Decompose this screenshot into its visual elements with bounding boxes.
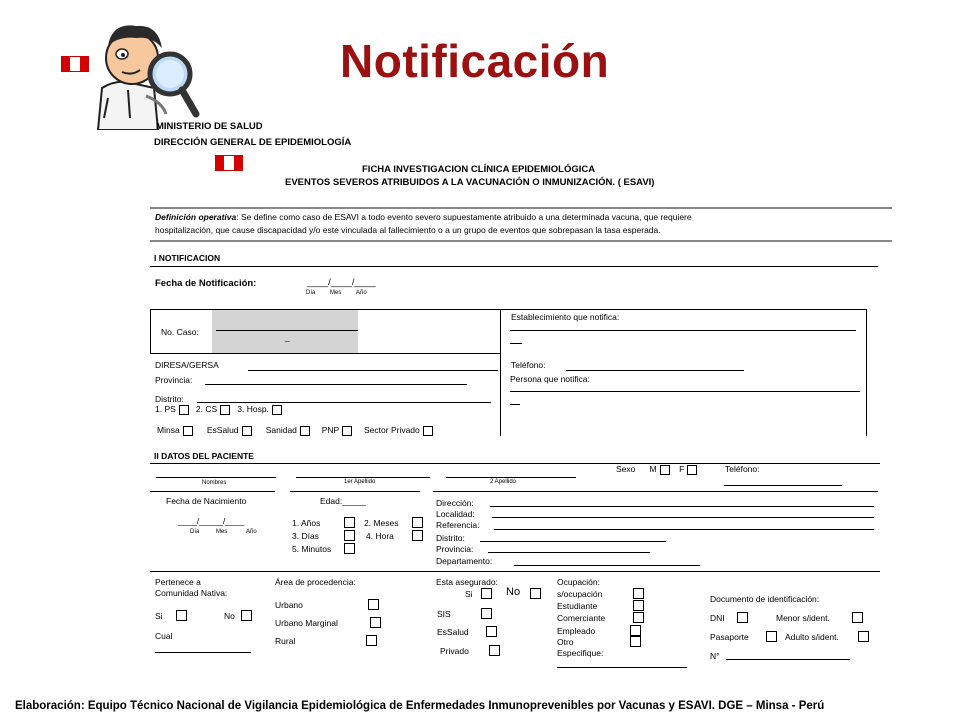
doc-menor-label: Menor s/ident.: [776, 613, 830, 623]
footer-credit: Elaboración: Equipo Técnico Nacional de Vigilancia Epidemiológica de Enfermedades Inmunoprevenibles por Vacunas y ESAVI. DGE – Minsa - Perú: [15, 700, 825, 712]
ocupacion-otro-label: Otro: [557, 637, 574, 647]
checkbox-pasaporte[interactable]: [766, 631, 777, 642]
checkbox-essalud[interactable]: [242, 426, 252, 436]
checkbox-sin-ocupacion[interactable]: [633, 588, 644, 599]
option-sector-privado: Sector Privado: [364, 425, 420, 435]
checkbox-sanidad[interactable]: [300, 426, 310, 436]
asegurado-label: Esta asegurado:: [436, 577, 498, 587]
establecimiento-label: Establecimiento que notifica:: [511, 312, 620, 322]
checkbox-comerciante[interactable]: [633, 612, 644, 623]
persona-notifica-label: Persona que notifica:: [510, 374, 590, 384]
option-minsa: Minsa: [157, 425, 180, 435]
checkbox-asegurado-si[interactable]: [481, 588, 492, 599]
checkbox-asegurado-no[interactable]: [530, 588, 541, 599]
option-essalud: EsSalud: [206, 425, 239, 435]
sexo-m-label: M: [649, 464, 657, 474]
seguro-sis-label: SIS: [437, 609, 451, 619]
caso-dash: _: [285, 332, 290, 342]
ocupacion-comerciante-label: Comerciante: [557, 613, 606, 623]
option-pnp: PNP: [321, 425, 340, 435]
checkbox-seguro-essalud[interactable]: [486, 626, 497, 637]
checkbox-minutos[interactable]: [344, 543, 355, 554]
checkbox-estudiante[interactable]: [633, 600, 644, 611]
checkbox-comunidad-si[interactable]: [176, 610, 187, 621]
form-title-2: EVENTOS SEVEROS ATRIBUIDOS A LA VACUNACIÓN O INMUNIZACIÓN. ( ESAVI): [285, 177, 655, 188]
fecha-notificacion-label: Fecha de Notificación:: [155, 278, 257, 289]
checkbox-dni[interactable]: [737, 612, 748, 623]
no-caso-label: No. Caso:: [161, 327, 199, 337]
area-rural-label: Rural: [275, 636, 296, 646]
option-cs: 2. CS: [195, 404, 218, 414]
doc-dni-label: DNI: [710, 613, 725, 623]
distrito-paciente-label: Distrito:: [436, 533, 465, 543]
ocupacion-especifique-label: Especifique:: [557, 648, 604, 658]
sexo-f-label: F: [679, 464, 685, 474]
doc-numero-label: N°: [710, 651, 720, 661]
section-notificacion-heading: I NOTIFICACION: [154, 253, 221, 263]
checkbox-hosp[interactable]: [272, 405, 282, 415]
option-sanidad: Sanidad: [265, 425, 297, 435]
checkbox-minsa[interactable]: [183, 426, 193, 436]
checkbox-adulto-sin-ident[interactable]: [858, 631, 869, 642]
area-urbano-marginal-label: Urbano Marginal: [275, 618, 338, 628]
comunidad-label-1: Pertenece a: [155, 577, 201, 587]
comunidad-si-label: Si: [155, 611, 163, 621]
doc-pasaporte-label: Pasaporte: [710, 632, 749, 642]
fecha-nacimiento-label: Fecha de Nacimiento: [166, 496, 247, 506]
checkbox-dias[interactable]: [344, 530, 355, 541]
sexo-group: [616, 464, 697, 475]
checkbox-cs[interactable]: [220, 405, 230, 415]
mes-label: Mes: [330, 290, 342, 296]
checkbox-pnp[interactable]: [342, 426, 352, 436]
edad-anios-label: 1. Años: [292, 518, 321, 528]
checkbox-sis[interactable]: [481, 608, 492, 619]
facility-types: [155, 404, 282, 415]
sector-options: [157, 425, 433, 436]
definition-line-2: hospitalización, que cause discapacidad y/o este vinculada al fallecimiento o a un grupo de eventos que sobrepasan la tasa esperada.: [155, 225, 661, 235]
dia-label: Día: [306, 290, 316, 296]
comunidad-no-label: No: [224, 611, 235, 621]
checkbox-rural[interactable]: [366, 635, 377, 646]
telefono-notif-label: Teléfono:: [511, 360, 546, 370]
departamento-label: Departamento:: [436, 556, 493, 566]
edad-hora-label: 4. Hora: [366, 531, 394, 541]
checkbox-ps[interactable]: [179, 405, 189, 415]
checkbox-seguro-privado[interactable]: [489, 645, 500, 656]
apellido1-label: 1er Apellido: [344, 479, 376, 485]
section-paciente-heading: II DATOS DEL PACIENTE: [154, 451, 254, 461]
ocupacion-label: Ocupación:: [557, 577, 600, 587]
checkbox-sector-privado[interactable]: [423, 426, 433, 436]
checkbox-empleado[interactable]: [630, 625, 641, 636]
provincia-paciente-label: Provincia:: [436, 544, 474, 554]
ocupacion-sin-label: s/ocupación: [557, 589, 603, 599]
form-title-1: FICHA INVESTIGACION CLÍNICA EPIDEMIOLÓGICA: [362, 164, 596, 175]
fecha-notificacion-field[interactable]: ____/____/____: [307, 277, 376, 288]
doctor-with-magnifying-glass-icon: [78, 18, 206, 130]
ocupacion-empleado-label: Empleado: [557, 626, 596, 636]
ocupacion-estudiante-label: Estudiante: [557, 601, 598, 611]
nombres-label: Nombres: [202, 480, 227, 486]
direccion-label: Dirección:: [436, 498, 474, 508]
checkbox-urbano-marginal[interactable]: [370, 617, 381, 628]
referencia-label: Referencia:: [436, 520, 480, 530]
seguro-privado-label: Privado: [440, 646, 469, 656]
definition-label: Definición operativa: [155, 212, 237, 222]
page-title: Notificación: [340, 35, 610, 87]
seguro-essalud-label: EsSalud: [437, 627, 469, 637]
cual-label: Cual: [155, 631, 173, 641]
checkbox-urbano[interactable]: [368, 599, 379, 610]
nac-mes-label: Mes: [216, 529, 228, 535]
area-urbano-label: Urbano: [275, 600, 303, 610]
definition-line-1: [155, 212, 692, 222]
option-hosp: 3. Hosp.: [237, 404, 269, 414]
nac-anio-label: Año: [246, 529, 257, 535]
asegurado-si-label: Si: [465, 589, 473, 599]
edad-meses-label: 2. Meses: [364, 518, 399, 528]
apellido2-label: 2 Apellido: [490, 479, 517, 485]
definition-text-1: : Se define como caso de ESAVI a todo evento severo supuestamente atribuido a una determinada vacuna, que requiere: [236, 212, 692, 222]
edad-field[interactable]: Edad:_____: [320, 496, 366, 506]
distrito-notif-label: Distrito:: [155, 394, 184, 404]
provincia-notif-label: Provincia:: [155, 375, 193, 385]
edad-minutos-label: 5. Minutos: [292, 544, 332, 554]
checkbox-hora[interactable]: [412, 530, 423, 541]
direction-name: DIRECCIÓN GENERAL DE EPIDEMIOLOGÍA: [154, 137, 352, 148]
option-ps: 1. PS: [155, 404, 176, 414]
comunidad-label-2: Comunidad Nativa:: [155, 588, 228, 598]
telefono-paciente-label: Teléfono:: [725, 464, 760, 474]
area-procedencia-label: Área de procedencia:: [275, 577, 356, 587]
anio-label: Año: [356, 290, 367, 296]
checkbox-otro[interactable]: [630, 636, 641, 647]
nac-dia-label: Día: [190, 529, 200, 535]
diresa-label: DIRESA/GERSA: [155, 360, 219, 370]
edad-dias-label: 3. Días: [292, 531, 319, 541]
checkbox-comunidad-no[interactable]: [241, 610, 252, 621]
checkbox-sexo-f[interactable]: [687, 465, 697, 475]
sexo-label: Sexo: [616, 464, 636, 474]
doc-adulto-label: Adulto s/ident.: [785, 632, 839, 642]
ministry-name: MINISTERIO DE SALUD: [156, 121, 263, 132]
fecha-nacimiento-field[interactable]: ____/_____/____: [178, 516, 245, 526]
documento-label: Documento de identificación:: [710, 594, 820, 604]
checkbox-menor-sin-ident[interactable]: [852, 612, 863, 623]
checkbox-sexo-m[interactable]: [660, 465, 670, 475]
checkbox-anios[interactable]: [344, 517, 355, 528]
localidad-label: Localidad:: [436, 509, 475, 519]
checkbox-meses[interactable]: [412, 517, 423, 528]
asegurado-no-label: No: [506, 586, 521, 598]
peru-flag-icon: [215, 155, 243, 171]
